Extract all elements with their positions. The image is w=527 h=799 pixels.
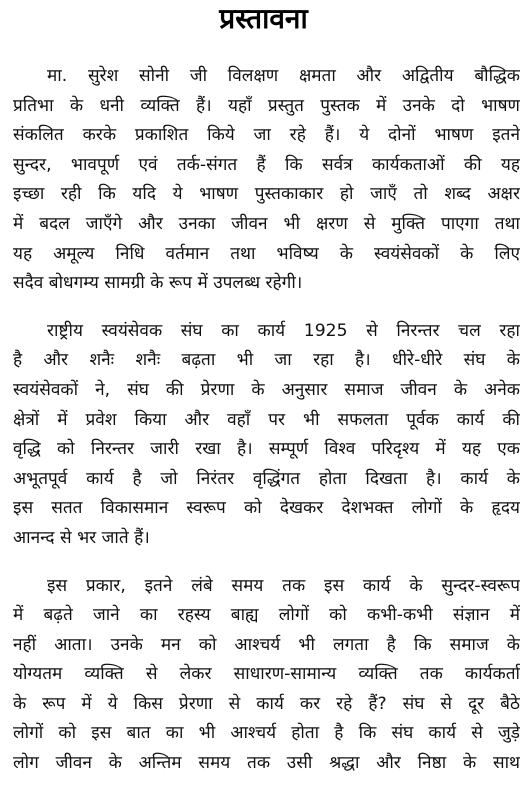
text-line: यह अमूल्य निधि वर्तमान तथा भविष्य के स्वयंसेवकों के लिए: [13, 243, 520, 264]
text-line: इस सतत विकासमान स्वरूप को देखकर देशभक्त लोगों के हृदय: [13, 498, 520, 519]
text-line: संकलित करके प्रकाशित किये जा रहे हैं। ये दोनों भाषण इतने: [13, 125, 520, 146]
text-line: अभूतपूर्व कार्य है जो निरंतर वृद्धिंगत होता दिखता है। कार्य के: [13, 468, 520, 489]
paragraph-2: [13, 317, 520, 554]
text-line: इच्छा रही कि यदि ये भाषण पुस्तकाकार हो जाएँ तो शब्द अक्षर: [13, 184, 520, 205]
text-line: योग्यतम व्यक्ति से लेकर साधारण-सामान्य व्यक्ति तक कार्यकर्ता: [13, 664, 520, 685]
text-line: में बदल जाएँगे और उनका जीवन भी क्षरण से मुक्ति पाएगा तथा: [13, 213, 520, 234]
text-line: इस प्रकार, इतने लंबे समय तक इस कार्य के सुन्दर-स्वरूप: [47, 575, 520, 596]
text-line: राष्ट्रीय स्वयंसेवक संघ का कार्य 1925 से निरन्तर चल रहा: [47, 320, 520, 341]
text-line: प्रतिभा के धनी व्यक्ति हैं। यहाँ प्रस्तुत पुस्तक में उनके दो भाषण: [13, 95, 520, 116]
text-line: सुन्दर, भावपूर्ण एवं तर्क-संगत हैं कि सर्वत्र कार्यकताओं की यह: [13, 154, 520, 175]
text-line: वृद्धि को निरन्तर जारी रखा है। सम्पूर्ण विश्व परिदृश्य में यह एक: [13, 439, 520, 460]
body-text: [13, 62, 520, 797]
text-line: क्षेत्रों में प्रवेश किया और वहाँ पर भी सफलता पूर्वक कार्य की: [13, 409, 520, 430]
text-line: मा. सुरेश सोनी जी विलक्षण क्षमता और अद्वितीय बौद्धिक: [47, 66, 520, 86]
text-line: सदैव बोधगम्य सामग्री के रूप में उपलब्ध रहेगी।: [13, 273, 303, 294]
page-title: प्रस्तावना: [219, 2, 308, 35]
text-line: नहीं आता। उनके मन को आश्चर्य भी लगता है कि समाज के: [13, 634, 520, 655]
text-line: में बढ़ते जाने का रहस्य बाह्य लोगों को कभी-कभी संज्ञान में: [13, 605, 520, 626]
paragraph-3: [13, 572, 520, 779]
text-line: लोग जीवन के अन्तिम समय तक उसी श्रद्धा और निष्ठा के साथ: [13, 753, 520, 774]
text-line: लोगों को इस बात का भी आश्चर्य होता है कि संघ कार्य से जुड़े: [13, 723, 520, 744]
paragraph-1: [13, 62, 520, 299]
text-line: स्वयंसेवकों ने, संघ की प्रेरणा के अनुसार समाज जीवन के अनेक: [13, 379, 520, 400]
text-line: है और शनैः शनैः बढ़ता भी जा रहा है। धीरे-धीरे संघ के: [13, 350, 520, 371]
text-line: आनन्द से भर जाते हैं।: [13, 527, 150, 548]
text-line: के रूप में ये किस प्रेरणा से कार्य कर रहे हैं? संघ से दूर बैठे: [13, 693, 520, 714]
